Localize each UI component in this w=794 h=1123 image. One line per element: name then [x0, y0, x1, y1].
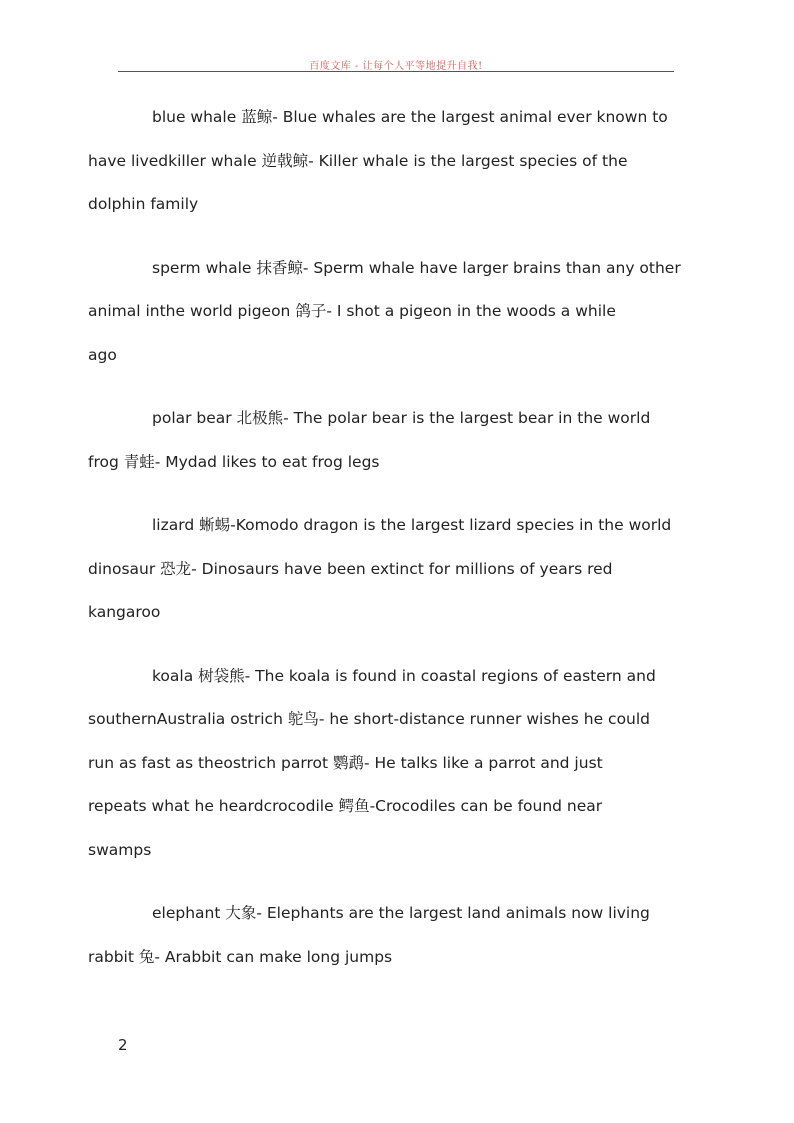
paragraph-line: frog 青蛙- Mydad likes to eat frog legs: [88, 452, 380, 471]
paragraph-line: swamps: [88, 840, 152, 859]
paragraph-5: [88, 655, 676, 873]
paragraph-line: rabbit 兔- Arabbit can make long jumps: [88, 947, 393, 966]
paragraph-line: koala 树袋熊- The koala is found in coastal regions of eastern and: [152, 666, 656, 685]
paragraph-line: southernAustralia ostrich 鸵鸟- he short-distance runner wishes he could: [88, 710, 651, 728]
header-text: 百度文库 - 让每个人平等地提升自我!: [309, 61, 483, 72]
paragraph-line: repeats what he heardcrocodile 鳄鱼-Crocodiles can be found near: [88, 797, 603, 815]
paragraph-line: lizard 蜥蜴-Komodo dragon is the largest lizard species in the world: [152, 516, 672, 534]
paragraph-3: [88, 397, 676, 484]
document-body: [88, 96, 681, 999]
paragraph-line: dinosaur 恐龙- Dinosaurs have been extinct for millions of years red: [88, 559, 613, 578]
paragraph-line: elephant 大象- Elephants are the largest land animals now living: [152, 904, 650, 922]
paragraph-2: [88, 247, 681, 378]
paragraph-6: [88, 892, 676, 979]
page-header: [118, 54, 674, 72]
page-number: 2: [118, 1036, 128, 1054]
paragraph-line: dolphin family: [88, 195, 199, 213]
paragraph-1: [88, 96, 676, 227]
paragraph-line: animal inthe world pigeon 鸽子- I shot a pigeon in the woods a while: [88, 302, 616, 320]
paragraph-line: have livedkiller whale 逆戟鲸- Killer whale is the largest species of the: [88, 151, 628, 170]
paragraph-line: blue whale 蓝鲸- Blue whales are the largest animal ever known to: [152, 108, 668, 126]
paragraph-line: polar bear 北极熊- The polar bear is the largest bear in the world: [152, 409, 651, 427]
paragraph-line: sperm whale 抹香鲸- Sperm whale have larger brains than any other: [152, 258, 681, 277]
paragraph-4: [88, 504, 676, 635]
paragraph-line: ago: [88, 345, 117, 364]
paragraph-line: run as fast as theostrich parrot 鹦鹉- He talks like a parrot and just: [88, 753, 603, 772]
paragraph-line: kangaroo: [88, 603, 161, 621]
